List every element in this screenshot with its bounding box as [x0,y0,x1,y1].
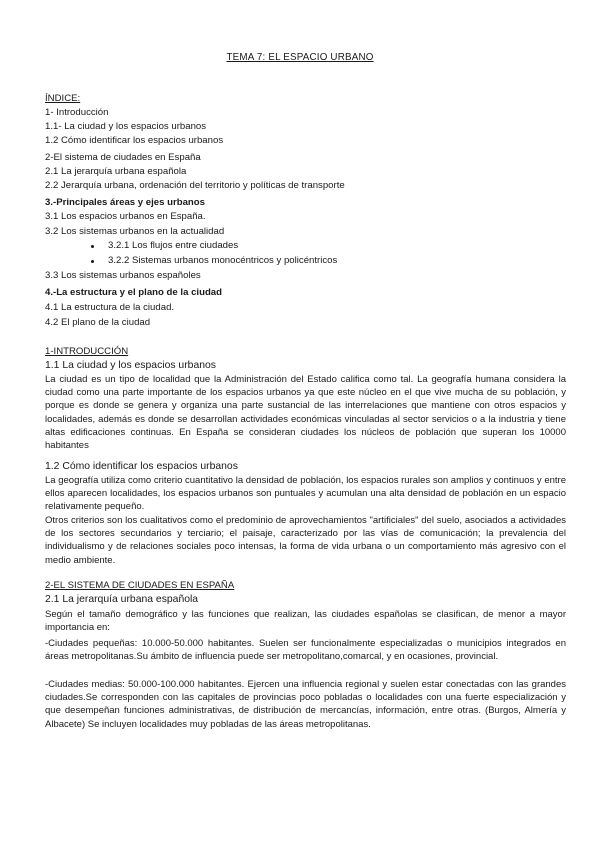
index-item-3: 3.-Principales áreas y ejes urbanos [45,197,205,208]
index-item-2-2: 2.2 Jerarquía urbana, ordenación del territorio y políticas de transporte [45,180,345,191]
paragraph: -Ciudades pequeñas: 10.000-50.000 habitantes. Suelen ser funcionalmente especializadas o municipios integrados en áreas metropolitanas.Su ámbito de influencia puede ser metropolitano,comarcal, y en ocasiones, provincial. [45,638,566,663]
index-item-4-2: 4.2 El plano de la ciudad [45,317,151,328]
index-item-3-3: 3.3 Los sistemas urbanos españoles [45,270,201,281]
index-item-4: 4.-La estructura y el plano de la ciudad [45,287,223,298]
index-item-3-1: 3.1 Los espacios urbanos en España. [45,211,206,222]
index-item-2: 2-El sistema de ciudades en España [45,152,201,163]
paragraph: Según el tamaño demográfico y las funciones que realizan, las ciudades españolas se clasifican, de menor a mayor importancia en: [45,609,566,634]
subsection-heading: 2.1 La jerarquía urbana española [45,594,199,605]
section-heading: 1-INTRODUCCIÓN [45,346,129,357]
bullet-icon [91,260,94,263]
index-item-1-2: 1.2 Cómo identificar los espacios urbanos [45,135,224,146]
index-item-1: 1- Introducción [45,107,109,118]
index-item-1-1: 1.1- La ciudad y los espacios urbanos [45,121,207,132]
index-item-3-2-2: 3.2.2 Sistemas urbanos monocéntricos y policéntricos [108,255,338,266]
bullet-icon [91,245,94,248]
paragraph: -Ciudades medias: 50.000-100.000 habitantes. Ejercen una influencia regional y suelen estar conectadas con las grandes ciudades.Se corresponden con las capitales de provincias poco pobladas o localidades con una fuerte especialización y que desempeñan funciones administrativas, de distribución de mercancías, información, entre otras. (Burgos, Almería y Albacete) Se incluyen localidades muy pobladas de las áreas metropolitanas. [45,679,566,730]
subsection-heading: 1.1 La ciudad y los espacios urbanos [45,360,216,371]
page-title: TEMA 7: EL ESPACIO URBANO [226,52,374,63]
paragraph: La geografía utiliza como criterio cuantitativo la densidad de población, los espacios rurales son amplios y continuos y entre ellos aparecen localidades, los espacios urbanos son puntuales y acumulan una alta densidad de población en un espacio relativamente pequeño. [45,475,566,513]
index-heading: ÍNDICE: [45,93,81,104]
index-item-3-2: 3.2 Los sistemas urbanos en la actualidad [45,226,225,237]
paragraph: La ciudad es un tipo de localidad que la Administración del Estado califica como tal. La geografía humana considera la ciudad como una parte importante de los espacios urbanos ya que este núcleo en el que vive mucha de su población, y porque es donde se genera y organiza una parte sustancial de las interrelaciones que mantiene con otros espacios y localidades, además es donde se desarrollan actividades económicas vinculadas al sector servicios o a la industria y tiene altas edificaciones continuas. En España se consideran ciudades los núcleos de población que superan los 10000 habitantes [45,374,566,452]
index-item-4-1: 4.1 La estructura de la ciudad. [45,302,175,313]
subsection-heading: 1.2 Cómo identificar los espacios urbanos [45,461,238,472]
section-heading: 2-EL SISTEMA DE CIUDADES EN ESPAÑA [45,580,235,591]
paragraph: Otros criterios son los cualitativos como el predominio de aprovechamientos "artificiales" del suelo, asociados a actividades de los sectores secundarios y terciario; el paisaje, caracterizado por las vías de comunicación; la prevalencia del individualismo y de relaciones sociales poco intensas, la forma de vida urbana o un comportamiento más agresivo con el medio ambiente. [45,515,566,566]
index-item-2-1: 2.1 La jerarquía urbana española [45,166,187,177]
index-item-3-2-1: 3.2.1 Los flujos entre ciudades [108,240,239,251]
